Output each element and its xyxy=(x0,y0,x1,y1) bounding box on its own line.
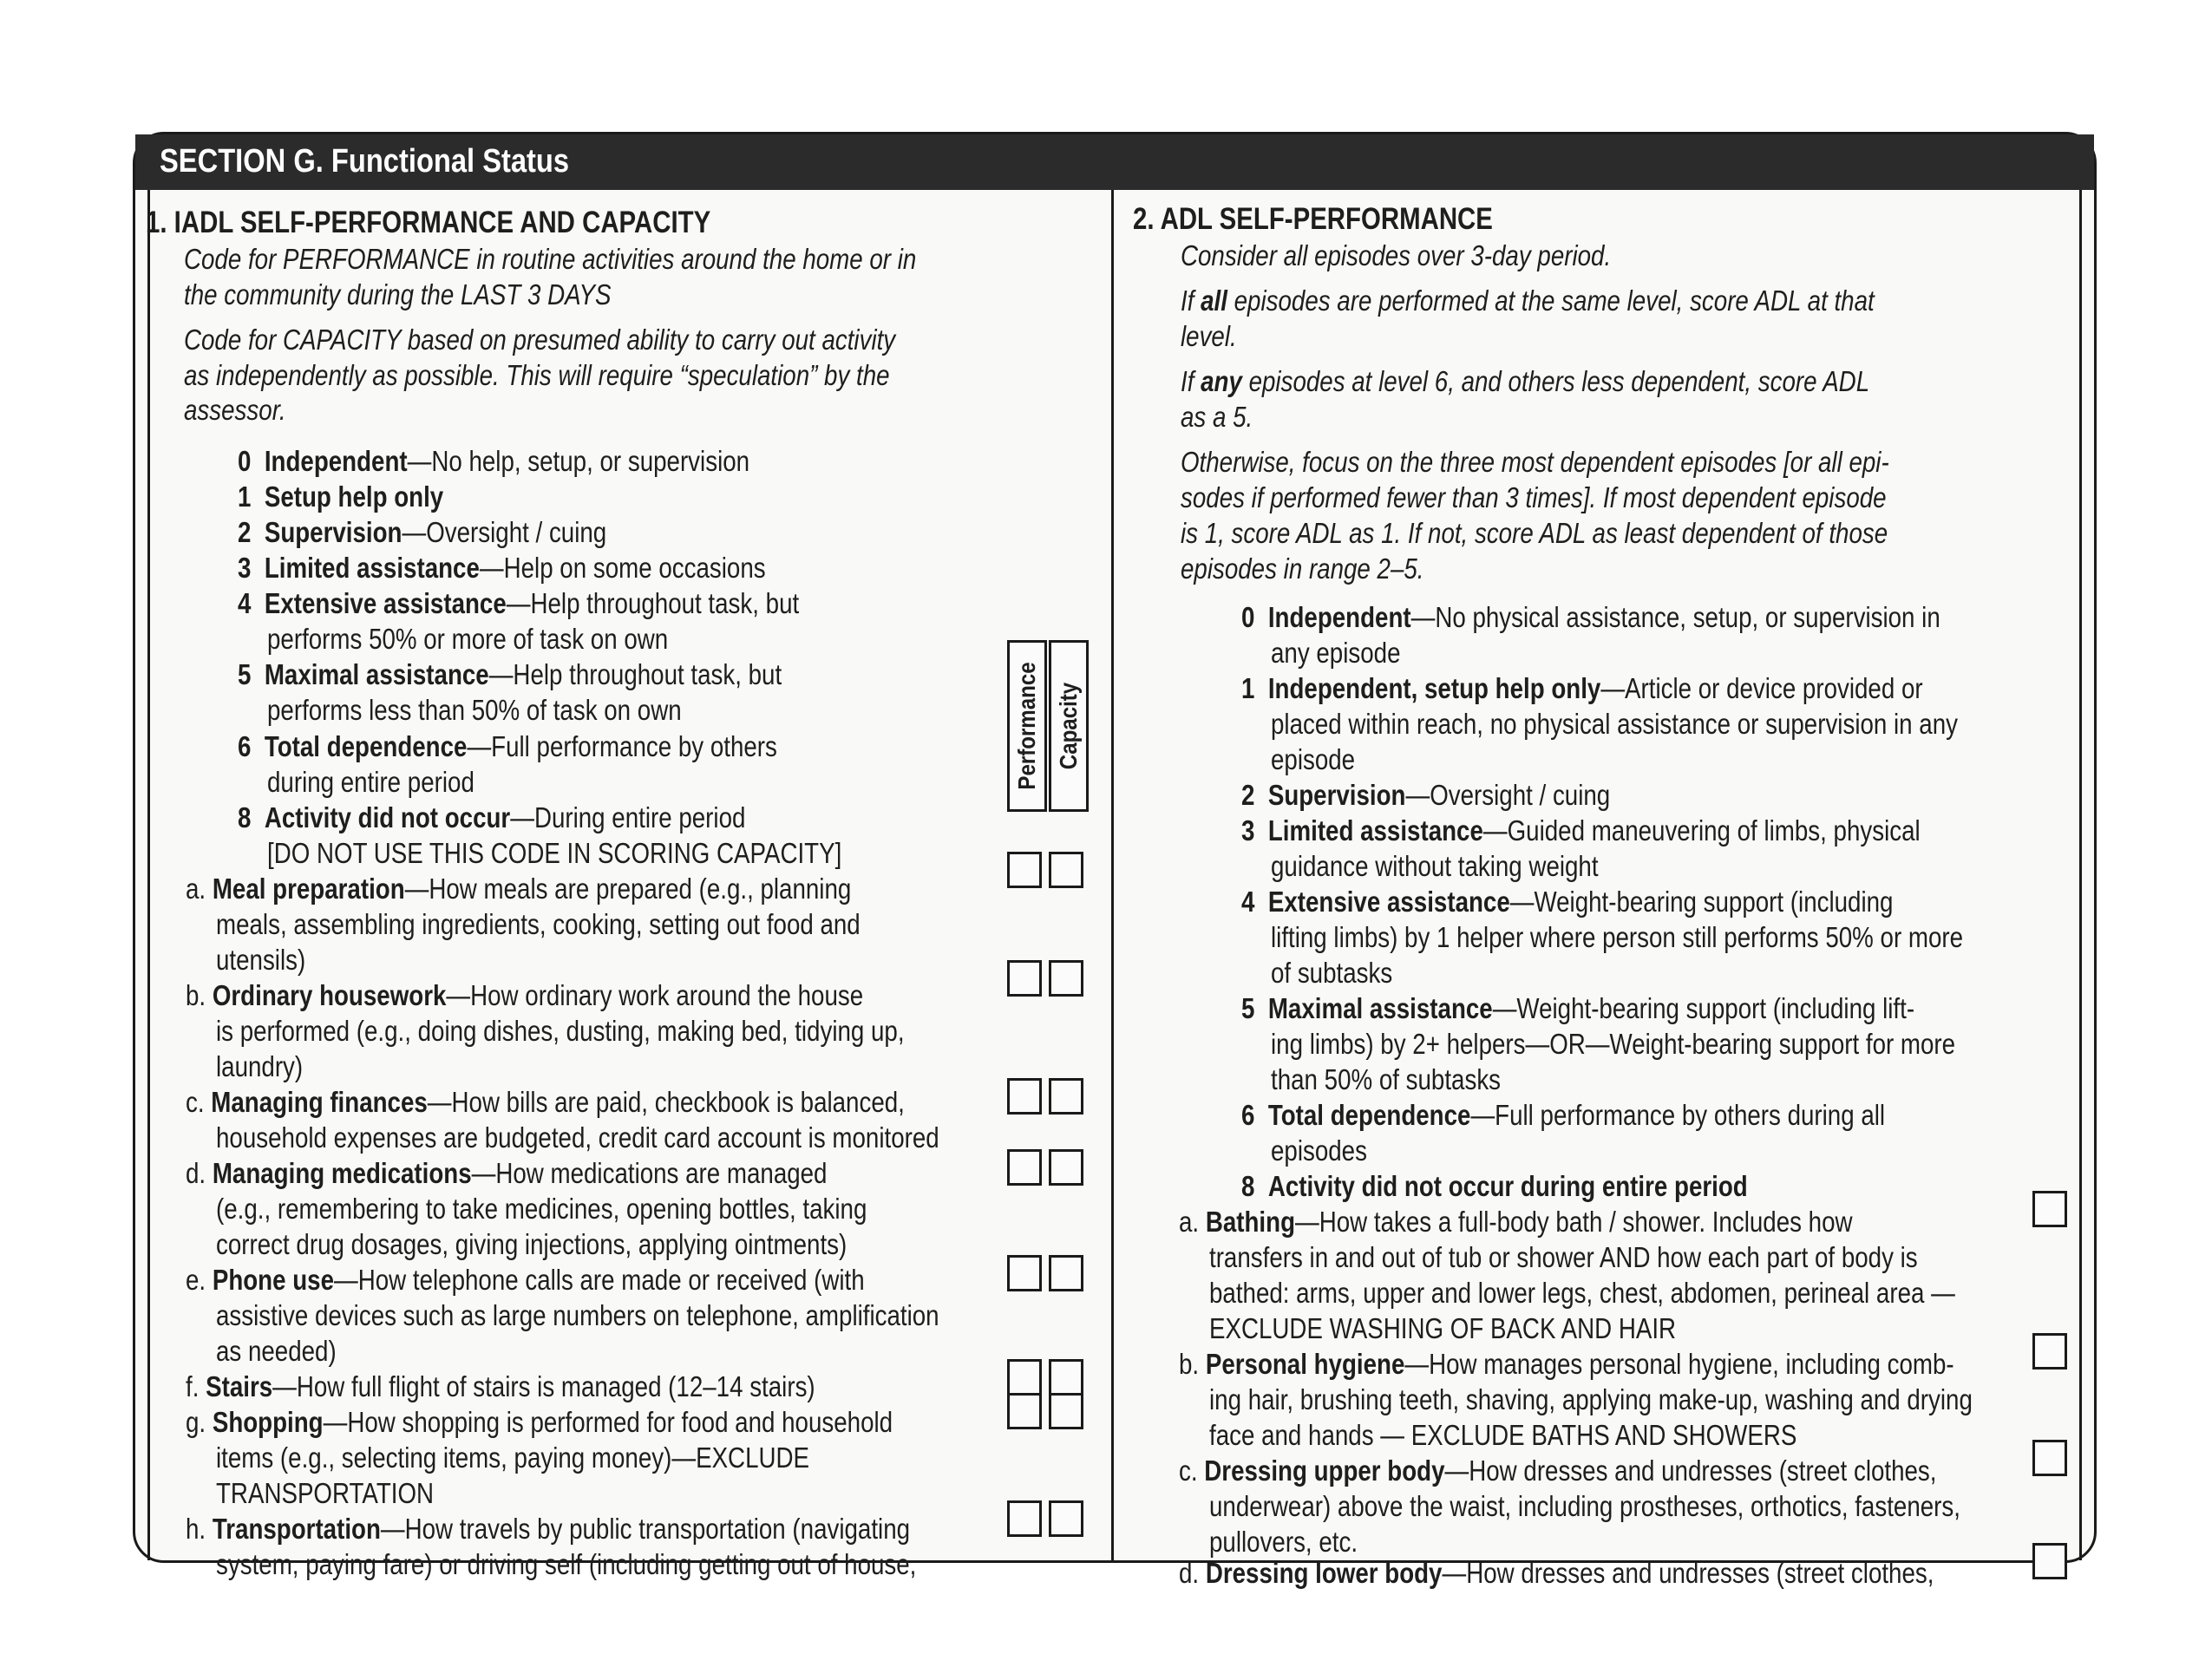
managing-finances-performance-box[interactable] xyxy=(1007,1078,1042,1115)
iadl-code-continuation: during entire period xyxy=(267,766,474,798)
adl-code-line: ing limbs) by 2+ helpers—OR—Weight-bearing support for more xyxy=(1271,1028,1956,1060)
iadl-item-line: is performed (e.g., doing dishes, dusting, making bed, tidying up, xyxy=(216,1015,905,1047)
dressing-lower-body-score-box[interactable] xyxy=(2032,1543,2067,1579)
adl-item-bathing: a. Bathing—How takes a full-body bath / shower. Includes how xyxy=(1179,1206,1853,1238)
adl-item-line: face and hands — EXCLUDE BATHS AND SHOWERS xyxy=(1209,1419,1797,1451)
adl-instruction: sodes if performed fewer than 3 times]. If most dependent episode xyxy=(1181,481,1887,513)
iadl-item-line: system, paying fare) or driving self (including getting out of house, xyxy=(216,1548,917,1580)
adl-code: 2 Supervision—Oversight / cuing xyxy=(1241,779,1611,811)
iadl-item-line: household expenses are budgeted, credit card account is monitored xyxy=(216,1121,939,1154)
iadl-item-line: correct drug dosages, giving injections, applying ointments) xyxy=(216,1228,847,1260)
adl-code: 8 Activity did not occur during entire period xyxy=(1241,1170,1748,1202)
adl-item-line: ing hair, brushing teeth, shaving, applying make-up, washing and drying xyxy=(1209,1383,1973,1415)
iadl-item-line: laundry) xyxy=(216,1050,304,1082)
meal-preparation-performance-box[interactable] xyxy=(1007,852,1042,888)
iadl-item-managing-medications: d. Managing medications—How medications are managed xyxy=(186,1157,828,1189)
adl-code-line: any episode xyxy=(1271,637,1401,669)
capacity-column-label: Capacity xyxy=(1049,640,1089,812)
iadl-instruction: Code for PERFORMANCE in routine activities around the home or in xyxy=(184,243,917,275)
ordinary-housework-performance-box[interactable] xyxy=(1007,960,1042,997)
adl-item-line: transfers in and out of tub or shower AND how each part of body is xyxy=(1209,1241,1918,1273)
iadl-code: 1 Setup help only xyxy=(238,480,444,513)
phone-use-capacity-box[interactable] xyxy=(1049,1255,1083,1291)
form-sheet xyxy=(133,132,2097,1589)
iadl-code: 5 Maximal assistance—Help throughout task, but xyxy=(238,658,782,690)
adl-code: 1 Independent, setup help only—Article or device provided or xyxy=(1241,672,1923,704)
iadl-item-line: assistive devices such as large numbers on telephone, amplification xyxy=(216,1299,939,1331)
dressing-upper-body-score-box[interactable] xyxy=(2032,1440,2067,1476)
iadl-item-line: items (e.g., selecting items, paying money)—EXCLUDE xyxy=(216,1441,810,1474)
iadl-item-line: as needed) xyxy=(216,1335,337,1367)
shopping-capacity-box[interactable] xyxy=(1049,1393,1083,1429)
iadl-item-line: utensils) xyxy=(216,944,306,976)
iadl-item-line: TRANSPORTATION xyxy=(216,1477,435,1509)
iadl-code: 6 Total dependence—Full performance by others xyxy=(238,730,777,762)
left-border xyxy=(147,190,150,1560)
iadl-code-continuation: performs 50% or more of task on own xyxy=(267,623,669,655)
iadl-code: 3 Limited assistance—Help on some occasions xyxy=(238,552,766,584)
transportation-performance-box[interactable] xyxy=(1007,1500,1042,1537)
managing-finances-capacity-box[interactable] xyxy=(1049,1078,1083,1115)
adl-item-dressing-lower-body: d. Dressing lower body—How dresses and undresses (street clothes, xyxy=(1179,1557,1934,1589)
iadl-code: 2 Supervision—Oversight / cuing xyxy=(238,516,607,548)
iadl-instruction: the community during the LAST 3 DAYS xyxy=(184,278,612,311)
adl-instruction: If all episodes are performed at the same level, score ADL at that xyxy=(1181,284,1875,317)
right-border xyxy=(2079,190,2082,1560)
iadl-item-meal-preparation: a. Meal preparation—How meals are prepared (e.g., planning xyxy=(186,873,852,905)
iadl-item-transportation: h. Transportation—How travels by public transportation (navigating xyxy=(186,1513,911,1545)
adl-code: 4 Extensive assistance—Weight-bearing support (including xyxy=(1241,886,1894,918)
phone-use-performance-box[interactable] xyxy=(1007,1255,1042,1291)
iadl-code: 8 Activity did not occur—During entire period xyxy=(238,801,746,833)
adl-instruction: Otherwise, focus on the three most dependent episodes [or all epi- xyxy=(1181,446,1889,478)
adl-code-line: guidance without taking weight xyxy=(1271,850,1599,882)
iadl-item-shopping: g. Shopping—How shopping is performed for food and household xyxy=(186,1406,893,1438)
adl-code-line: placed within reach, no physical assistance or supervision in any xyxy=(1271,708,1958,740)
iadl-code-continuation: performs less than 50% of task on own xyxy=(267,694,682,726)
adl-instruction: episodes in range 2–5. xyxy=(1181,552,1424,585)
iadl-item-line: (e.g., remembering to take medicines, opening bottles, taking xyxy=(216,1193,867,1225)
adl-code: 5 Maximal assistance—Weight-bearing support (including lift- xyxy=(1241,992,1915,1024)
iadl-instruction: Code for CAPACITY based on presumed ability to carry out activity xyxy=(184,324,896,356)
adl-code-line: episode xyxy=(1271,743,1356,775)
adl-instruction: level. xyxy=(1181,320,1237,352)
adl-item-dressing-upper-body: c. Dressing upper body—How dresses and undresses (street clothes, xyxy=(1179,1454,1937,1487)
iadl-instruction: as independently as possible. This will require “speculation” by the xyxy=(184,359,890,391)
adl-instruction: is 1, score ADL as 1. If not, score ADL as least dependent of those xyxy=(1181,517,1888,549)
managing-medications-capacity-box[interactable] xyxy=(1049,1149,1083,1186)
iadl-heading: 1. IADL SELF-PERFORMANCE AND CAPACITY xyxy=(146,206,711,239)
section-header-bar xyxy=(135,134,2094,190)
ordinary-housework-capacity-box[interactable] xyxy=(1049,960,1083,997)
adl-item-line: EXCLUDE WASHING OF BACK AND HAIR xyxy=(1209,1312,1677,1344)
section-title: SECTION G. Functional Status xyxy=(160,143,570,180)
adl-item-personal-hygiene: b. Personal hygiene—How manages personal hygiene, including comb- xyxy=(1179,1348,1954,1380)
iadl-item-ordinary-housework: b. Ordinary housework—How ordinary work around the house xyxy=(186,979,864,1011)
managing-medications-performance-box[interactable] xyxy=(1007,1149,1042,1186)
iadl-item-stairs: f. Stairs—How full flight of stairs is managed (12–14 stairs) xyxy=(186,1370,815,1402)
iadl-code-continuation: [DO NOT USE THIS CODE IN SCORING CAPACITY] xyxy=(267,837,842,869)
adl-code-line: of subtasks xyxy=(1271,957,1393,989)
iadl-code: 4 Extensive assistance—Help throughout task, but xyxy=(238,587,800,619)
iadl-item-managing-finances: c. Managing finances—How bills are paid, checkbook is balanced, xyxy=(186,1086,905,1118)
iadl-item-phone-use: e. Phone use—How telephone calls are made or received (with xyxy=(186,1264,865,1296)
performance-column-label: Performance xyxy=(1007,640,1047,812)
adl-code-line: lifting limbs) by 1 helper where person still performs 50% or more xyxy=(1271,921,1964,953)
iadl-instruction: assessor. xyxy=(184,394,286,426)
iadl-item-line: meals, assembling ingredients, cooking, setting out food and xyxy=(216,908,861,940)
stairs-capacity-box[interactable] xyxy=(1049,1359,1083,1396)
meal-preparation-capacity-box[interactable] xyxy=(1049,852,1083,888)
stairs-performance-box[interactable] xyxy=(1007,1359,1042,1396)
iadl-code: 0 Independent—No help, setup, or supervision xyxy=(238,445,750,477)
bathing-score-box[interactable] xyxy=(2032,1191,2067,1227)
personal-hygiene-score-box[interactable] xyxy=(2032,1333,2067,1369)
adl-heading: 2. ADL SELF-PERFORMANCE xyxy=(1133,202,1493,236)
adl-instruction: If any episodes at level 6, and others less dependent, score ADL xyxy=(1181,365,1870,397)
adl-item-line: bathed: arms, upper and lower legs, chest, abdomen, perineal area — xyxy=(1209,1277,1955,1309)
adl-item-line: pullovers, etc. xyxy=(1209,1526,1358,1558)
shopping-performance-box[interactable] xyxy=(1007,1393,1042,1429)
adl-instruction: Consider all episodes over 3-day period. xyxy=(1181,239,1612,271)
adl-item-line: underwear) above the waist, including prostheses, orthotics, fasteners, xyxy=(1209,1490,1960,1522)
adl-code: 6 Total dependence—Full performance by others during all xyxy=(1241,1099,1886,1131)
adl-code: 3 Limited assistance—Guided maneuvering of limbs, physical xyxy=(1241,814,1921,847)
adl-code-line: episodes xyxy=(1271,1134,1367,1167)
column-divider xyxy=(1111,190,1114,1560)
adl-code-line: than 50% of subtasks xyxy=(1271,1063,1502,1095)
adl-instruction: as a 5. xyxy=(1181,401,1253,433)
adl-code: 0 Independent—No physical assistance, setup, or supervision in xyxy=(1241,601,1940,633)
transportation-capacity-box[interactable] xyxy=(1049,1500,1083,1537)
